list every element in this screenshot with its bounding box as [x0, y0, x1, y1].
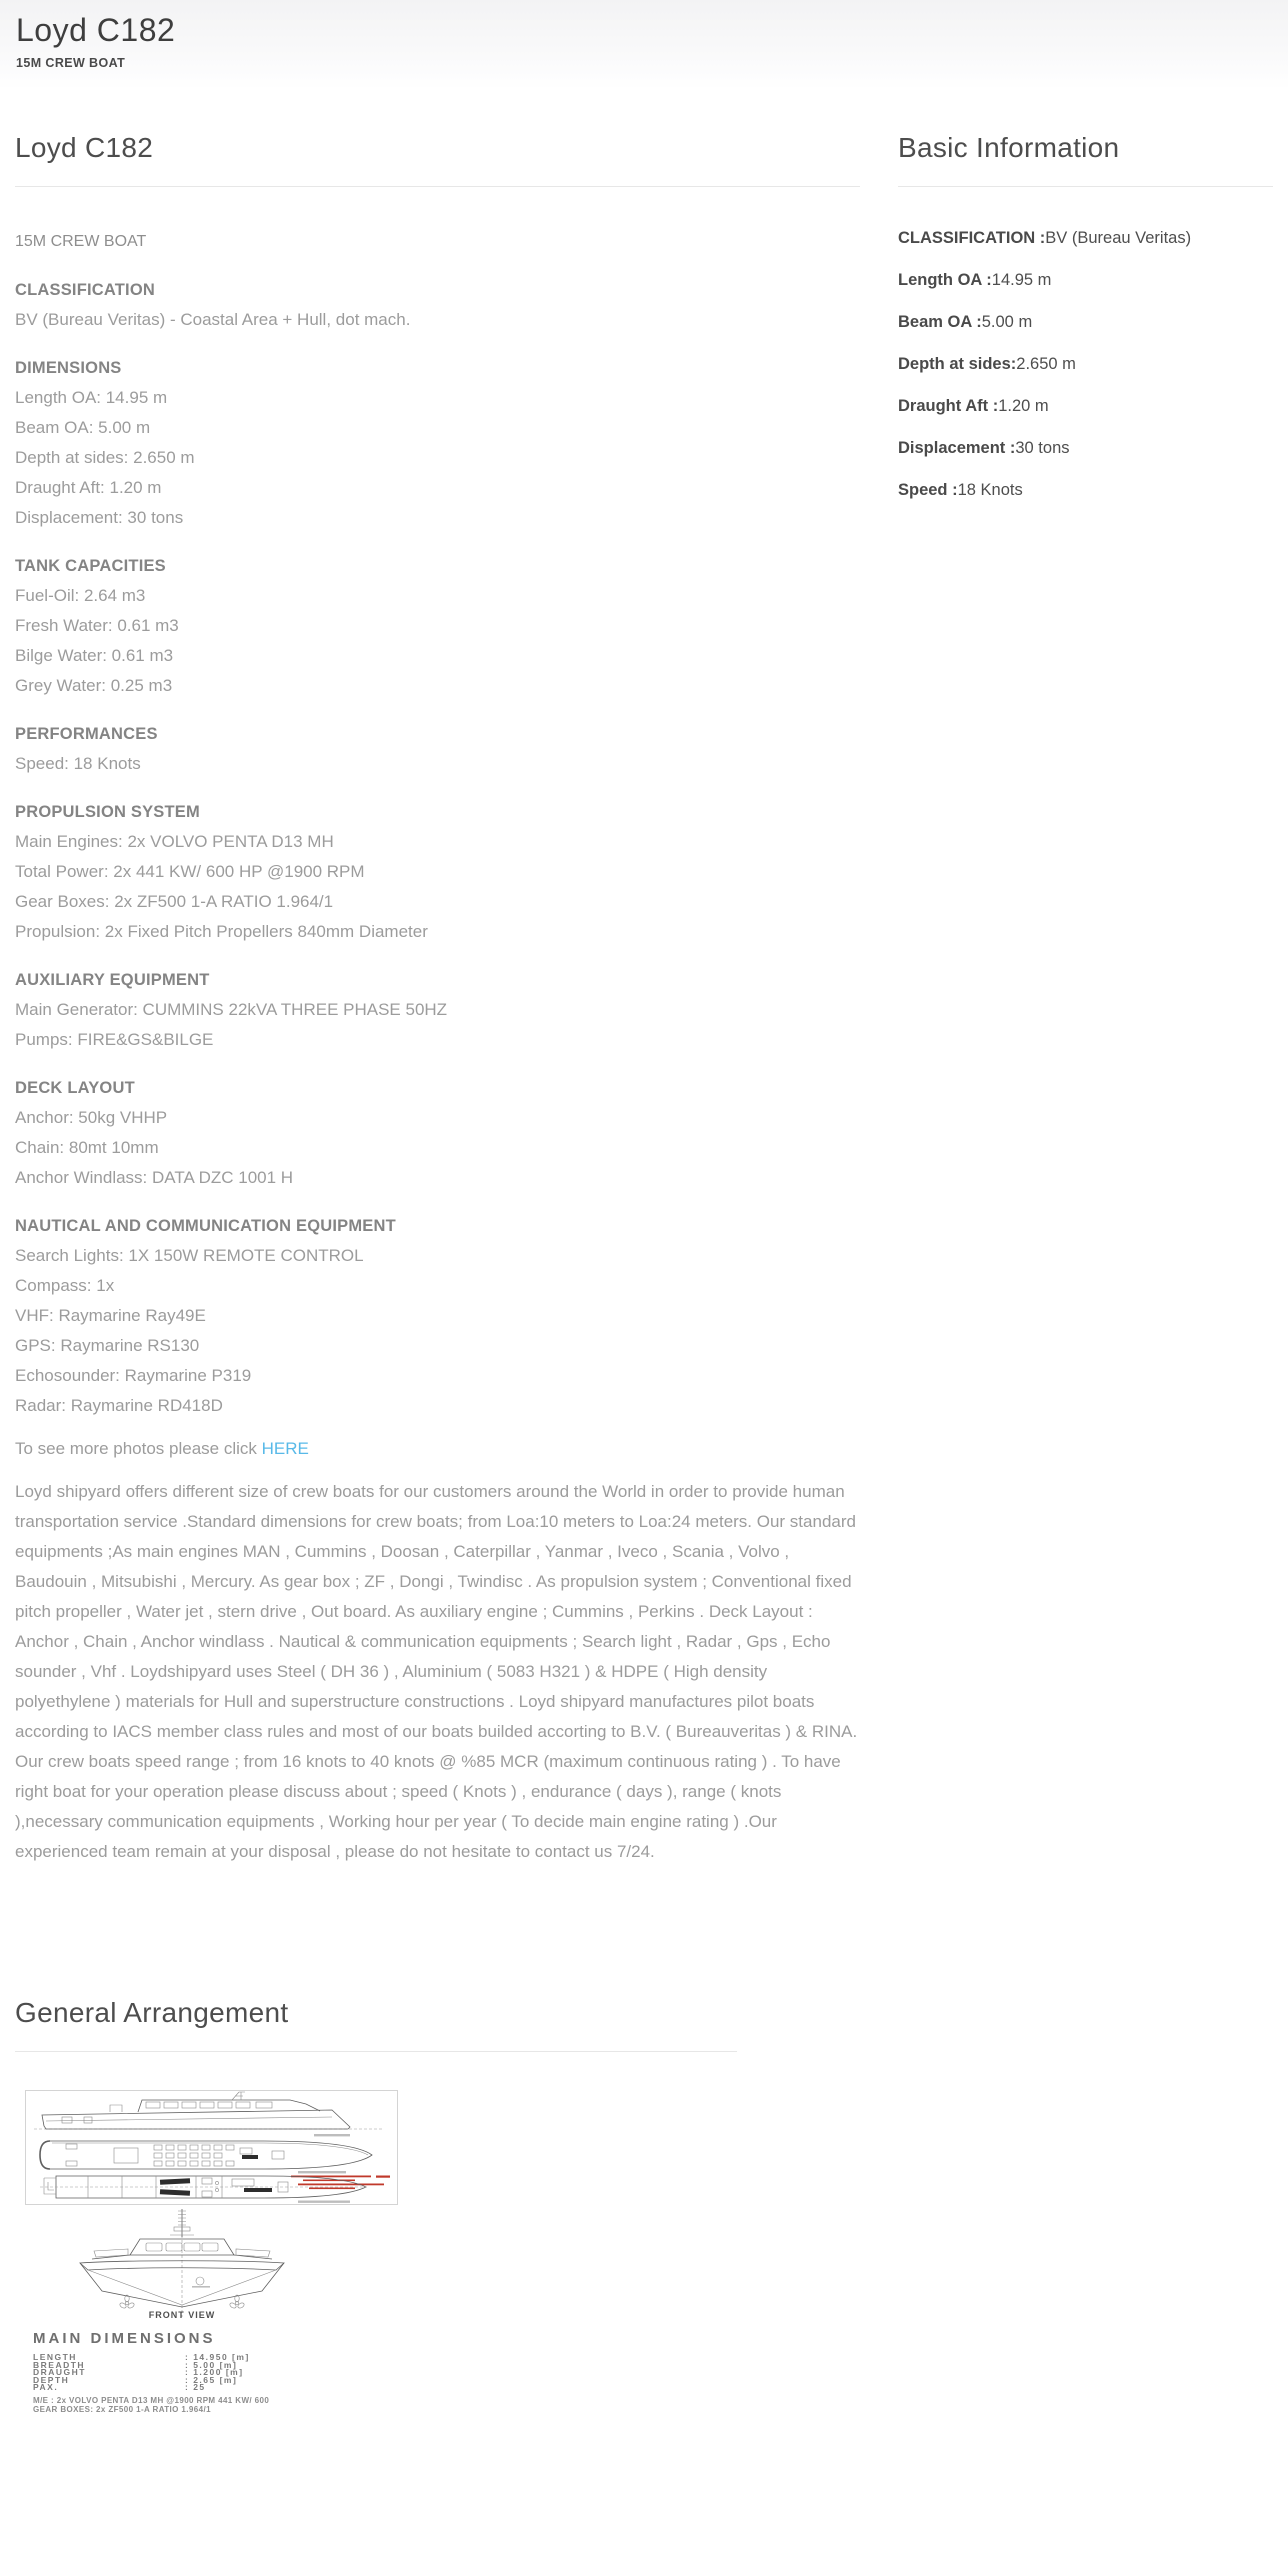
- divider: [15, 186, 860, 187]
- basic-info-value: BV (Bureau Veritas): [1045, 229, 1192, 247]
- gearbox-note: GEAR BOXES: 2x ZF500 1-A RATIO 1.964/1: [33, 2404, 211, 2414]
- spec-line: Anchor Windlass: DATA DZC 1001 H: [15, 1168, 294, 1187]
- main-dimensions-block: [33, 2330, 393, 2414]
- page-title: Loyd C182: [16, 12, 176, 48]
- spec-line: Total Power: 2x 441 KW/ 600 HP @1900 RPM: [15, 862, 365, 881]
- dimension-notes: [33, 2396, 393, 2414]
- section-heading-auxiliary: AUXILIARY EQUIPMENT: [15, 971, 210, 989]
- spec-line: Draught Aft: 1.20 m: [15, 478, 162, 497]
- basic-info-label: Speed :: [898, 481, 958, 499]
- general-arrangement-title: General Arrangement: [15, 1997, 289, 2028]
- section-heading-classification: CLASSIFICATION: [15, 281, 155, 299]
- boat-views-drawing: [26, 2091, 397, 2204]
- section-heading-performances: PERFORMANCES: [15, 725, 158, 743]
- front-view-drawing: [62, 2207, 302, 2321]
- shipyard-description: Loyd shipyard offers different size of crew boats for our customers around the World in order to provide human transportation service .Standard dimensions for crew boats; from Loa:10 meters to Loa:24 meters. Our standard equipments ;As main engines MAN , Cummins , Doosan , Caterpillar , Yanmar , Iveco , Scania , Volvo , Baudouin , Mitsubishi , Mercury. As gear box ; ZF , Dongi , Twindisc . As propulsion system ; Conventional fixed pitch propeller , Water jet , stern drive , Out board. As auxiliary engine ; Cummins , Perkins . Deck Layout : Anchor , Chain , Anchor windlass . Nautical & communication equipments ; Search light , Radar , Gps , Echo sounder , Vhf . Loydshipyard uses Steel ( DH 36 ) , Aluminium ( 5083 H321 ) & HDPE ( High density polyethylene ) materials for Hull and superstructure constructions . Loyd shipyard manufactures pilot boats according to IACS member class rules and most of our boats builded accorting to B.V. ( Bureauveritas ) & RINA. Our crew boats speed range ; from 16 knots to 40 knots @ %85 MCR (maximum continuous rating ) . To have right boat for your operation please discuss about ; speed ( Knots ) , endurance ( days ), range ( knots ),necessary communication equipments , Working hour per year ( To decide main engine rating ) .Our experienced team remain at your disposal , please do not hesitate to contact us 7/24.: [15, 1482, 858, 1861]
- basic-info-label: Length OA :: [898, 271, 992, 289]
- general-arrangement-image[interactable]: [15, 2090, 405, 2414]
- spec-line: Main Engines: 2x VOLVO PENTA D13 MH: [15, 832, 334, 851]
- basic-info-item: [898, 435, 1273, 461]
- spec-line: Echosounder: Raymarine P319: [15, 1366, 252, 1385]
- dimension-value: : 25: [185, 2382, 206, 2393]
- basic-info-label: Displacement :: [898, 439, 1016, 457]
- basic-info-item: [898, 477, 1273, 503]
- spec-line: Fresh Water: 0.61 m3: [15, 616, 179, 635]
- dimension-label: PAX.: [33, 2382, 59, 2393]
- spec-line: Depth at sides: 2.650 m: [15, 448, 195, 467]
- spec-line: Speed: 18 Knots: [15, 754, 141, 773]
- dimension-label: BREADTH: [33, 2359, 86, 2370]
- main-content: [0, 90, 1288, 1867]
- spec-line: Grey Water: 0.25 m3: [15, 676, 173, 695]
- basic-info-value: 1.20 m: [998, 397, 1049, 415]
- section-heading-propulsion: PROPULSION SYSTEM: [15, 803, 200, 821]
- section-heading-dimensions: DIMENSIONS: [15, 359, 122, 377]
- basic-info-label: Draught Aft :: [898, 397, 999, 415]
- page-subtitle: 15M CREW BOAT: [16, 56, 126, 70]
- more-photos-line: [15, 1434, 860, 1464]
- spec-line: Search Lights: 1X 150W REMOTE CONTROL: [15, 1246, 364, 1265]
- spec-sections: [15, 275, 860, 1421]
- boat-title: Loyd C182: [15, 132, 154, 163]
- basic-info-title: Basic Information: [898, 132, 1120, 163]
- spec-column: [15, 90, 860, 1867]
- spec-line: VHF: Raymarine Ray49E: [15, 1306, 206, 1325]
- section-heading-tank-capacities: TANK CAPACITIES: [15, 557, 166, 575]
- general-arrangement-section: [0, 1997, 1288, 2414]
- section-heading-nautical: NAUTICAL AND COMMUNICATION EQUIPMENT: [15, 1217, 396, 1235]
- dimension-row: [33, 2374, 393, 2385]
- dimension-label: LENGTH: [33, 2352, 77, 2362]
- divider: [898, 186, 1273, 187]
- spec-line: Gear Boxes: 2x ZF500 1-A RATIO 1.964/1: [15, 892, 334, 911]
- basic-info-label: Beam OA :: [898, 313, 982, 331]
- basic-info-value: 14.95 m: [991, 271, 1052, 289]
- spec-line: GPS: Raymarine RS130: [15, 1336, 200, 1355]
- divider: [15, 2051, 737, 2052]
- dimension-value: : 14.950 [m]: [185, 2352, 250, 2362]
- dimension-value: : 2.65 [m]: [185, 2374, 238, 2385]
- front-view-caption: FRONT VIEW: [148, 2310, 216, 2320]
- basic-info-list: [898, 225, 1273, 503]
- spec-line: Main Generator: CUMMINS 22kVA THREE PHASE 50HZ: [15, 1000, 448, 1019]
- spec-line: Anchor: 50kg VHHP: [15, 1108, 168, 1127]
- spec-line: Length OA: 14.95 m: [15, 388, 168, 407]
- front-view-svg: [62, 2207, 302, 2321]
- basic-info-item: [898, 267, 1273, 293]
- basic-info-value: 18 Knots: [957, 481, 1023, 499]
- basic-info-item: [898, 351, 1273, 377]
- boat-subtitle: 15M CREW BOAT: [15, 233, 147, 250]
- dimension-value: : 1.200 [m]: [185, 2367, 244, 2378]
- spec-line: Compass: 1x: [15, 1276, 115, 1295]
- dimension-value: : 5.00 [m]: [185, 2359, 238, 2370]
- basic-info-value: 2.650 m: [1016, 355, 1076, 373]
- basic-info-value: 30 tons: [1015, 439, 1070, 457]
- main-dimensions-heading: MAIN DIMENSIONS: [33, 2330, 216, 2347]
- spec-line: Chain: 80mt 10mm: [15, 1138, 159, 1157]
- spec-line: Displacement: 30 tons: [15, 508, 184, 527]
- engine-note: M/E : 2x VOLVO PENTA D13 MH @1900 RPM 441 KW/ 600: [33, 2395, 270, 2405]
- spec-line: Fuel-Oil: 2.64 m3: [15, 586, 146, 605]
- spec-line: Pumps: FIRE&GS&BILGE: [15, 1030, 214, 1049]
- dimension-label: DRAUGHT: [33, 2367, 86, 2378]
- spec-line: Beam OA: 5.00 m: [15, 418, 151, 437]
- more-photos-text: To see more photos please click: [15, 1439, 262, 1458]
- section-heading-deck-layout: DECK LAYOUT: [15, 1079, 135, 1097]
- basic-info-label: Depth at sides:: [898, 355, 1017, 373]
- basic-info-label: CLASSIFICATION :: [898, 229, 1046, 247]
- arrangement-views-sheet: [25, 2090, 398, 2205]
- page-header: [0, 0, 1288, 90]
- spec-line: Radar: Raymarine RD418D: [15, 1396, 223, 1415]
- basic-info-value: 5.00 m: [981, 313, 1033, 331]
- dimension-label: DEPTH: [33, 2374, 70, 2385]
- basic-info-item: [898, 309, 1273, 335]
- basic-info-item: [898, 393, 1273, 419]
- dimension-row: [33, 2384, 393, 2392]
- basic-info-column: [898, 90, 1273, 519]
- spec-line: Bilge Water: 0.61 m3: [15, 646, 174, 665]
- spec-line: BV (Bureau Veritas) - Coastal Area + Hull, dot mach.: [15, 310, 411, 329]
- spec-line: Propulsion: 2x Fixed Pitch Propellers 840mm Diameter: [15, 922, 428, 941]
- here-link[interactable]: HERE: [261, 1439, 309, 1458]
- basic-info-item: [898, 225, 1273, 251]
